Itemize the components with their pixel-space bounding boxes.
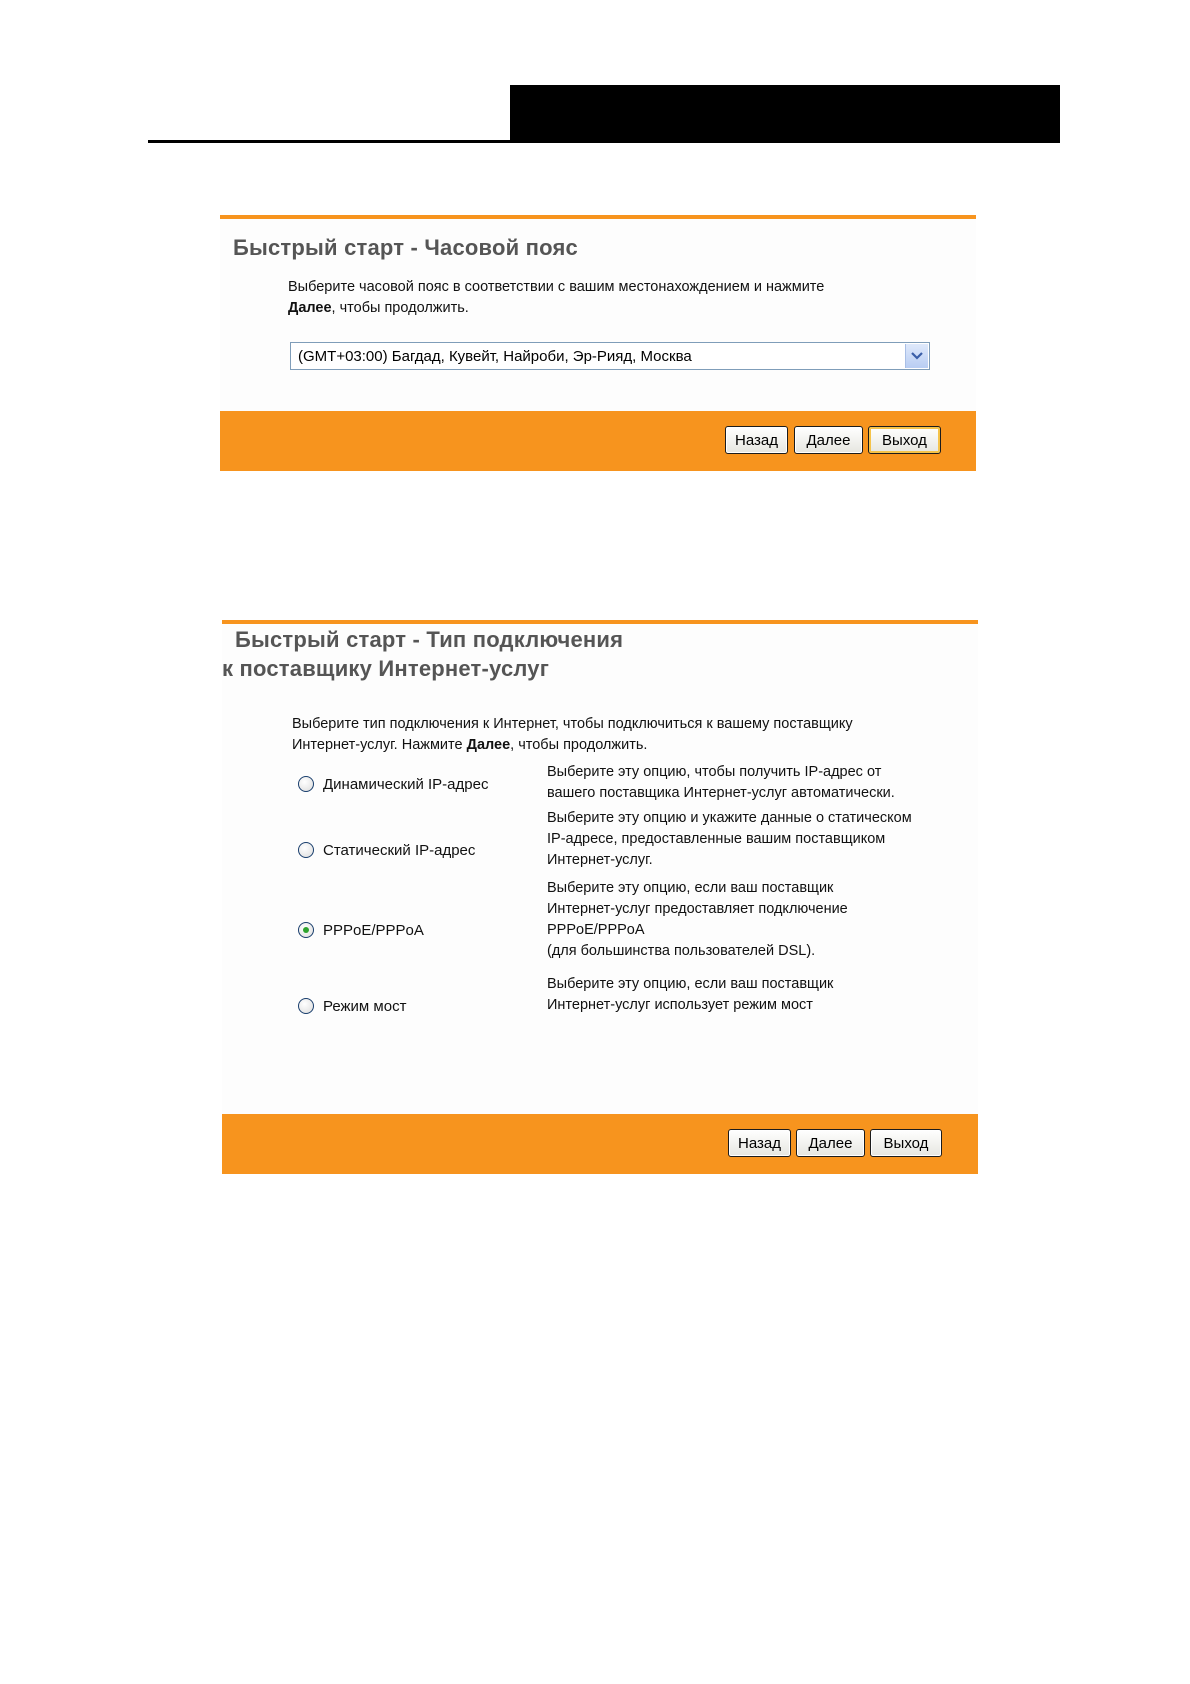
next-button[interactable]: Далее (794, 426, 863, 454)
panel-top-divider (220, 215, 976, 219)
chevron-down-icon[interactable] (905, 344, 928, 368)
radio-button[interactable] (298, 842, 314, 858)
timezone-select[interactable] (290, 342, 930, 370)
desc-line: IP-адресе, предоставленные вашим поставщиком (547, 831, 886, 847)
document-header-rule (148, 140, 1060, 143)
option-label: Статический IP-адрес (323, 842, 476, 859)
timezone-value: (GMT+03:00) Багдад, Кувейт, Найроби, Эр-Рияд, Москва (298, 347, 692, 365)
desc-line: Выберите эту опцию и укажите данные о статическом (547, 810, 912, 826)
quick-start-timezone-panel (220, 215, 976, 471)
back-button[interactable]: Назад (728, 1129, 791, 1157)
page-title-line-2: к поставщику Интернет-услуг (222, 656, 550, 681)
back-button[interactable]: Назад (725, 426, 788, 454)
desc-line: Выберите эту опцию, если ваш поставщик (547, 880, 834, 896)
panel-top-divider (222, 620, 978, 624)
instruction-text (288, 277, 968, 319)
instruction-line-2 (288, 298, 968, 319)
radio-button[interactable] (298, 776, 314, 792)
page-title (222, 625, 623, 683)
instruction-line-1: Выберите часовой пояс в соответствии с вашим местонахождением и нажмите (288, 279, 825, 295)
instruction-rest: , чтобы продолжить. (510, 737, 648, 753)
option-description (547, 974, 987, 1016)
desc-line: вашего поставщика Интернет-услуг автоматически. (547, 785, 895, 801)
instruction-line-2 (292, 735, 972, 756)
desc-line: Интернет-услуг. (547, 852, 653, 868)
instruction-bold: Далее (288, 300, 332, 316)
radio-button-selected[interactable] (298, 922, 314, 938)
exit-button[interactable]: Выход (870, 1129, 942, 1157)
wizard-footer (220, 411, 976, 471)
desc-line: (для большинства пользователей DSL). (547, 943, 816, 959)
option-description (547, 808, 987, 871)
option-label: PPPoE/PPPoA (323, 922, 424, 939)
desc-line: Интернет-услуг предоставляет подключение (547, 901, 848, 917)
option-label: Режим мост (323, 998, 407, 1015)
document-header-block (510, 85, 1060, 143)
desc-line: Интернет-услуг использует режим мост (547, 997, 813, 1013)
instruction-line-1: Выберите тип подключения к Интернет, чтобы подключиться к вашему поставщику (292, 716, 853, 732)
instruction-rest: , чтобы продолжить. (331, 300, 469, 316)
desc-line: PPPoE/PPPoA (547, 922, 645, 938)
option-label: Динамический IP-адрес (323, 776, 489, 793)
instruction-text (292, 714, 972, 756)
exit-button[interactable]: Выход (868, 426, 941, 454)
radio-button[interactable] (298, 998, 314, 1014)
instruction-bold: Далее (466, 737, 511, 753)
next-button[interactable]: Далее (796, 1129, 865, 1157)
option-description (547, 762, 987, 804)
instruction-pre: Интернет-услуг. Нажмите (292, 737, 467, 753)
desc-line: Выберите эту опцию, чтобы получить IP-адрес от (547, 764, 882, 780)
quick-start-connection-panel (222, 620, 978, 1174)
wizard-footer (222, 1114, 978, 1174)
page-title-line-1: Быстрый старт - Тип подключения (235, 627, 624, 652)
desc-line: Выберите эту опцию, если ваш поставщик (547, 976, 834, 992)
radio-selected-dot (303, 927, 309, 933)
option-description (547, 878, 987, 962)
page-title: Быстрый старт - Часовой пояс (233, 235, 578, 260)
